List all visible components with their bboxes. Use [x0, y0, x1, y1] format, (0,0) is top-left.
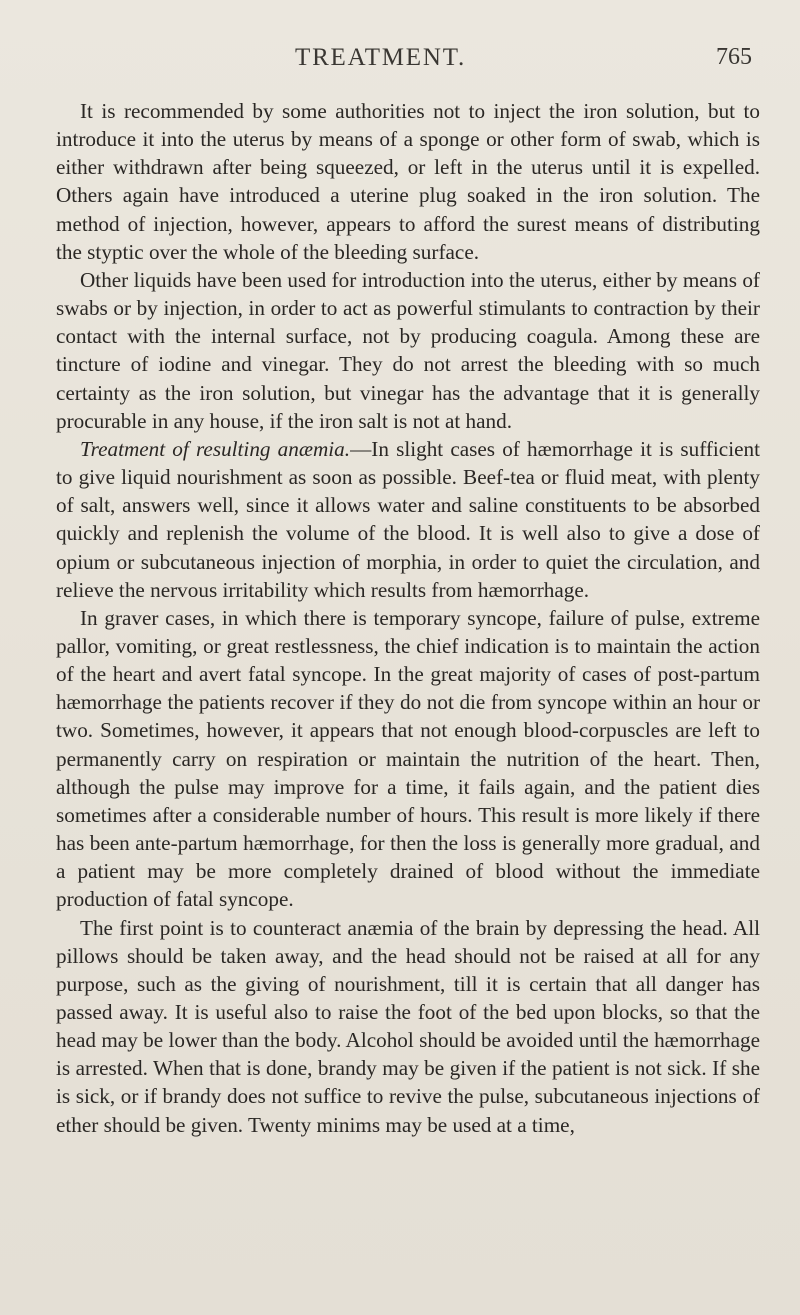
paragraph-graver-cases: In graver cases, in which there is temporary syncope, failure of pulse, extreme pallor, vomiting, or great restlessness, the chief indication is to maintain the action of the heart and avert fatal syncope. In the great majority of cases of post-partum hæmorrhage the patients recover if they do not die from syncope within an hour or two. Sometimes, however, it appears that not enough blood-corpuscles are left to permanently carry on respiration or maintain the nutrition of the heart. Then, although the pulse may improve for a time, it fails again, and the patient dies sometimes after a considerable number of hours. This result is more likely if there has been ante-partum hæmorrhage, for then the loss is generally more gradual, and a patient may be more completely drained of blood without the immediate production of fatal syncope. — [56, 605, 760, 912]
paragraph-other-liquids: Other liquids have been used for introduction into the uterus, either by means of swabs or by injection, in order to act as powerful stimulants to contraction by their contact with the internal surface, not by producing coagula. Among these are tincture of iodine and vinegar. They do not arrest the bleeding with so much certainty as the iron solution, but vinegar has the advantage that it is generally procurable in any house, if the iron salt is not at hand. — [56, 267, 760, 433]
paragraph-text: —In slight cases of hæmorrhage it is sufficient to give liquid nourishment as soon as possible. Beef-tea or fluid meat, with plenty of salt, answers well, since it allows water and saline constituents to be absorbed quickly and replenish the volume of the blood. It is well also to give a dose of opium or subcutaneous injection of morphia, in order to quiet the circulation, and relieve the nervous irritability which results from hæmorrhage. — [56, 436, 760, 602]
paragraph-anaemia-treatment — [56, 435, 760, 604]
section-heading: Treatment of resulting anæmia. — [80, 436, 351, 461]
page-number: 765 — [716, 44, 752, 70]
paragraph-first-point: The first point is to counteract anæmia of the brain by depressing the head. All pillows should be taken away, and the head should not be raised at all for any purpose, such as the giving of nourishment, till it is certain that all danger has passed away. It is useful also to raise the foot of the bed upon blocks, so that the head may be lower than the body. Alcohol should be avoided until the hæmorrhage is arrested. When that is done, brandy may be given if the patient is not sick. If she is sick, or if brandy does not suffice to revive the pulse, subcutaneous injections of ether should be given. Twenty minims may be used at a time, — [56, 915, 760, 1137]
body-text — [56, 97, 760, 1139]
page-header — [0, 44, 800, 84]
running-title: TREATMENT. — [295, 44, 466, 71]
paragraph-iron-swab: It is recommended by some authorities not to inject the iron solution, but to introduce it into the uterus by means of a sponge or other form of swab, which is either withdrawn after being squeezed, or left in the uterus until it is expelled. Others again have introduced a uterine plug soaked in the iron solution. The method of injection, however, appears to afford the surest means of distributing the styptic over the whole of the bleeding surface. — [56, 99, 760, 264]
